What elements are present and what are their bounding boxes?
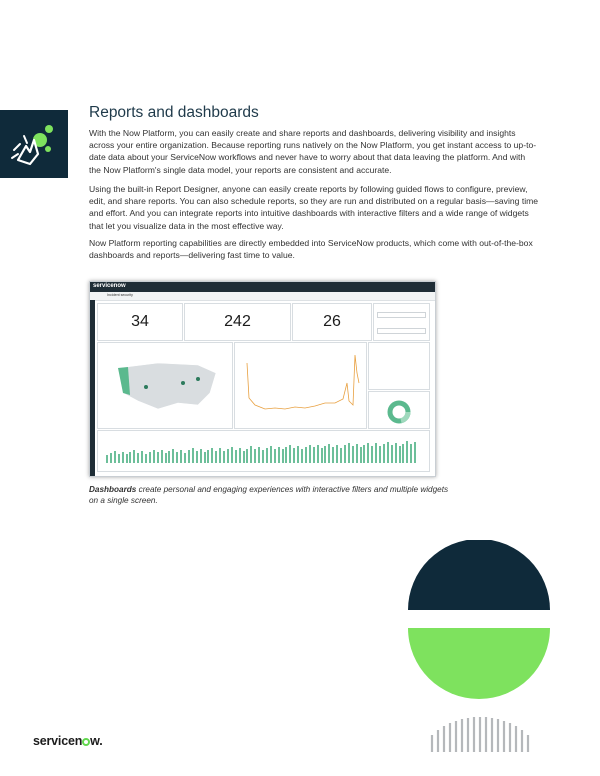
mini-bar xyxy=(367,443,369,463)
mini-bar xyxy=(258,447,260,463)
mini-bar xyxy=(250,446,252,463)
kpi-value-3: 26 xyxy=(323,313,341,330)
mini-bar xyxy=(414,442,416,463)
donut-chart xyxy=(369,392,429,428)
mini-bar xyxy=(168,451,170,463)
mini-bar xyxy=(184,453,186,464)
bar-chart-card xyxy=(97,430,430,472)
paragraph-2: Using the built-in Report Designer, anyone can easily create reports by following guided flows to configure, preview, edit, and share reports. You can also schedule reports, so they are run and distributed on a regular basis—saving time and effort. And you can integrate reports into intuitive dashboards with interactive filters and a wide range of widgets that let you visualize data in the most effective way. xyxy=(89,184,539,231)
mini-bar xyxy=(192,448,194,463)
mini-bar xyxy=(204,452,206,463)
mini-bar xyxy=(383,444,385,463)
mini-bar xyxy=(145,454,147,463)
mini-bar xyxy=(270,446,272,463)
mini-bar xyxy=(176,452,178,463)
mini-bar xyxy=(387,442,389,463)
mini-bar xyxy=(406,441,408,463)
mini-bar xyxy=(231,447,233,463)
section-icon-tile xyxy=(0,110,68,178)
mini-bar xyxy=(129,452,131,463)
mini-bar xyxy=(285,447,287,463)
striped-half-circle xyxy=(432,717,528,752)
mini-bar xyxy=(180,450,182,463)
mini-bar xyxy=(172,449,174,463)
screenshot-dropdown: Incident security xyxy=(107,293,133,297)
mini-bar xyxy=(305,447,307,463)
trend-line-chart xyxy=(235,343,366,428)
screenshot-left-rail xyxy=(90,300,95,476)
screenshot-logo: servicenow xyxy=(93,283,126,289)
green-half-circle xyxy=(408,628,550,699)
mini-bar xyxy=(317,445,319,463)
logo-o-icon xyxy=(82,738,90,746)
mini-bar xyxy=(246,449,248,464)
mini-bar xyxy=(239,448,241,463)
caption-text: create personal and engaging experiences with interactive filters and multiple widgets on a single screen. xyxy=(89,485,449,505)
mini-bar xyxy=(118,454,120,463)
mini-bar xyxy=(157,452,159,463)
mini-bar xyxy=(410,444,412,463)
mini-bar xyxy=(375,443,377,463)
mini-bar xyxy=(223,451,225,463)
section-heading: Reports and dashboards xyxy=(89,104,259,121)
kpi-value-2: 242 xyxy=(224,313,251,330)
mini-bar xyxy=(274,449,276,463)
mini-bar xyxy=(153,450,155,464)
mini-bar xyxy=(348,443,350,463)
mini-bar xyxy=(266,448,268,463)
kpi-card-2 xyxy=(184,303,291,341)
mini-bar xyxy=(289,445,291,463)
mini-bar xyxy=(114,451,116,463)
mini-bar xyxy=(313,447,315,463)
mini-bar xyxy=(336,445,338,463)
mini-bar xyxy=(371,446,373,464)
mini-bar xyxy=(227,449,229,463)
mini-bar xyxy=(360,447,362,463)
mini-bar xyxy=(122,452,124,464)
map-card xyxy=(97,342,233,429)
filter-card xyxy=(373,303,430,341)
trend-chart-card xyxy=(234,342,367,429)
kpi-card-1 xyxy=(97,303,183,341)
bar-chart-area xyxy=(106,443,423,463)
mini-bar xyxy=(219,448,221,463)
mini-bar xyxy=(165,453,167,463)
mini-bar xyxy=(262,450,264,463)
logo-text-end: w. xyxy=(90,734,103,748)
hand-sparkle-icon xyxy=(0,110,68,178)
us-map xyxy=(98,343,232,428)
mini-bar xyxy=(126,454,128,463)
mini-bar xyxy=(395,443,397,463)
mini-bar xyxy=(391,445,393,463)
mini-bar xyxy=(149,452,151,463)
mini-bar xyxy=(344,445,346,463)
mini-bar xyxy=(243,451,245,463)
mini-bar xyxy=(141,451,143,463)
decorative-shapes xyxy=(408,540,550,752)
mini-bar xyxy=(356,444,358,463)
mini-bar xyxy=(399,446,401,463)
mini-bar xyxy=(293,448,295,463)
mini-bar xyxy=(196,451,198,463)
mini-bar xyxy=(133,450,135,463)
navy-half-circle xyxy=(408,540,550,610)
screenshot-topbar xyxy=(90,282,435,292)
mini-bar xyxy=(200,449,202,463)
mini-bar xyxy=(297,446,299,463)
mini-bar xyxy=(328,444,330,463)
screenshot-toolbar xyxy=(90,292,435,301)
donut-card xyxy=(368,391,430,429)
mini-bar xyxy=(137,453,139,463)
mini-bar xyxy=(211,448,213,463)
mini-bar xyxy=(161,450,163,463)
mini-bar xyxy=(215,451,217,464)
mini-bar xyxy=(332,447,334,463)
mini-bar xyxy=(254,449,256,463)
mini-bar xyxy=(309,445,311,464)
kpi-value-1: 34 xyxy=(131,313,149,330)
dashboard-screenshot xyxy=(89,281,436,477)
caption-bold: Dashboards xyxy=(89,485,137,494)
servicenow-logo xyxy=(33,734,102,748)
paragraph-1: With the Now Platform, you can easily create and share reports and dashboards, delivering visibility and insights across your entire organization. Because reporting runs natively on the Now Platform, you get instant access to up-to-date data about your ServiceNow workflows and never have to worry about that data leaving the platform. And with the Now Platform's single data model, your reports are consistent and accurate. xyxy=(89,128,537,175)
kpi-card-3 xyxy=(292,303,372,341)
mini-bar xyxy=(340,448,342,464)
mini-bar xyxy=(188,450,190,463)
mini-bar xyxy=(402,444,404,464)
mini-bar xyxy=(106,455,108,463)
mini-bar xyxy=(352,446,354,463)
mini-bar xyxy=(363,445,365,463)
mini-bar xyxy=(235,450,237,463)
mini-bar xyxy=(110,453,112,463)
mini-bar xyxy=(282,449,284,463)
mini-bar xyxy=(278,447,280,464)
mini-bar xyxy=(207,450,209,463)
figure-caption xyxy=(89,485,449,506)
legend-card xyxy=(368,342,430,390)
mini-bar xyxy=(324,446,326,463)
mini-bar xyxy=(321,448,323,463)
paragraph-3: Now Platform reporting capabilities are directly embedded into ServiceNow products, which come with out-of-the-box dashboards and reports—delivering fast time to value. xyxy=(89,238,533,261)
mini-bar xyxy=(379,446,381,463)
logo-text-start: servicen xyxy=(33,734,83,748)
mini-bar xyxy=(301,449,303,463)
